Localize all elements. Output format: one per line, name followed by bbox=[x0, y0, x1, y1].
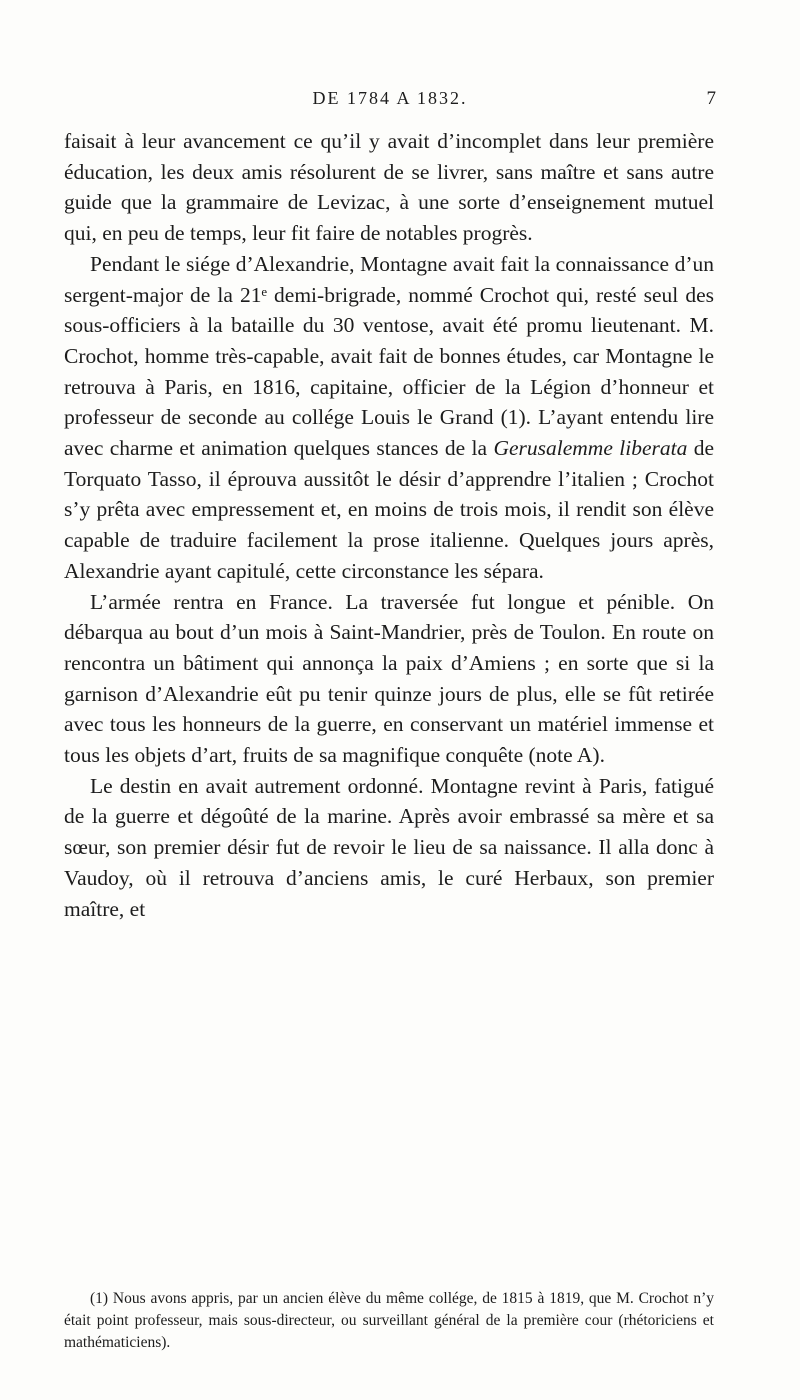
body-text bbox=[64, 126, 714, 924]
paragraph-text: de Torquato Tasso, il éprouva aussitôt le désir d’apprendre l’italien ; Crochot s’y prêta avec empressement et, en moins de trois mois, il rendit son élève capable de traduire facilement la prose italienne. Quelques jours après, Alexandrie ayant capitulé, cette circonstance les sépara. bbox=[64, 436, 714, 583]
running-head bbox=[64, 88, 716, 112]
paragraph-destiny bbox=[64, 771, 714, 925]
italic-title: Gerusalemme liberata bbox=[493, 436, 688, 461]
paragraph-text: Pendant le siége d’Alexandrie, Montagne avait fait la connaissance d’un sergent-major de la 21ᵉ demi-brigrade, nommé Crochot qui, resté seul des sous-officiers à la bataille du 30 ventose, avait été promu lieutenant. M. Crochot, homme très-capable, avait fait de bonnes études, car Montagne le retrouva à Paris, en 1816, capitaine, officier de la Légion d’honneur et professeur de seconde au collége Louis le Grand (1). L’ayant entendu lire avec charme et animation quelques stances de la bbox=[64, 251, 714, 461]
running-title: DE 1784 A 1832. bbox=[312, 88, 468, 108]
paragraph-return bbox=[64, 587, 714, 771]
paragraph-crochot bbox=[64, 249, 714, 587]
paragraph-text: Le destin en avait autrement ordonné. Montagne revint à Paris, fatigué de la guerre et dégoûté de la marine. Après avoir embrassé sa mère et sa sœur, son premier désir fut de revoir le lieu de sa naissance. Il alla donc à Vaudoy, où il retrouva d’anciens amis, le curé Herbaux, son premier maître, et bbox=[64, 773, 714, 921]
page-number: 7 bbox=[706, 88, 716, 109]
footnote bbox=[64, 1288, 714, 1354]
footnote-text: (1) Nous avons appris, par un ancien élève du même collége, de 1815 à 1819, que M. Crochot n’y était point professeur, mais sous-directeur, ou surveillant général de la première cour (rhétoriciens et mathématiciens). bbox=[64, 1290, 714, 1351]
paragraph-continuation bbox=[64, 126, 714, 249]
paragraph-text: L’armée rentra en France. La traversée fut longue et pénible. On débarqua au bout d’un mois à Saint-Mandrier, près de Toulon. En route on rencontra un bâtiment qui annonça la paix d’Amiens ; en sorte que si la garnison d’Alexandrie eût pu tenir quinze jours de plus, elle se fût retirée avec tous les honneurs de la guerre, en conservant un matériel immense et tous les objets d’art, fruits de sa magnifique conquête (note A). bbox=[64, 589, 714, 768]
paragraph-text: faisait à leur avancement ce qu’il y avait d’incomplet dans leur première éducation, les deux amis résolurent de se livrer, sans maître et sans autre guide que la grammaire de Levizac, à une sorte d’enseignement mutuel qui, en peu de temps, leur fit faire de notables progrès. bbox=[64, 129, 714, 246]
